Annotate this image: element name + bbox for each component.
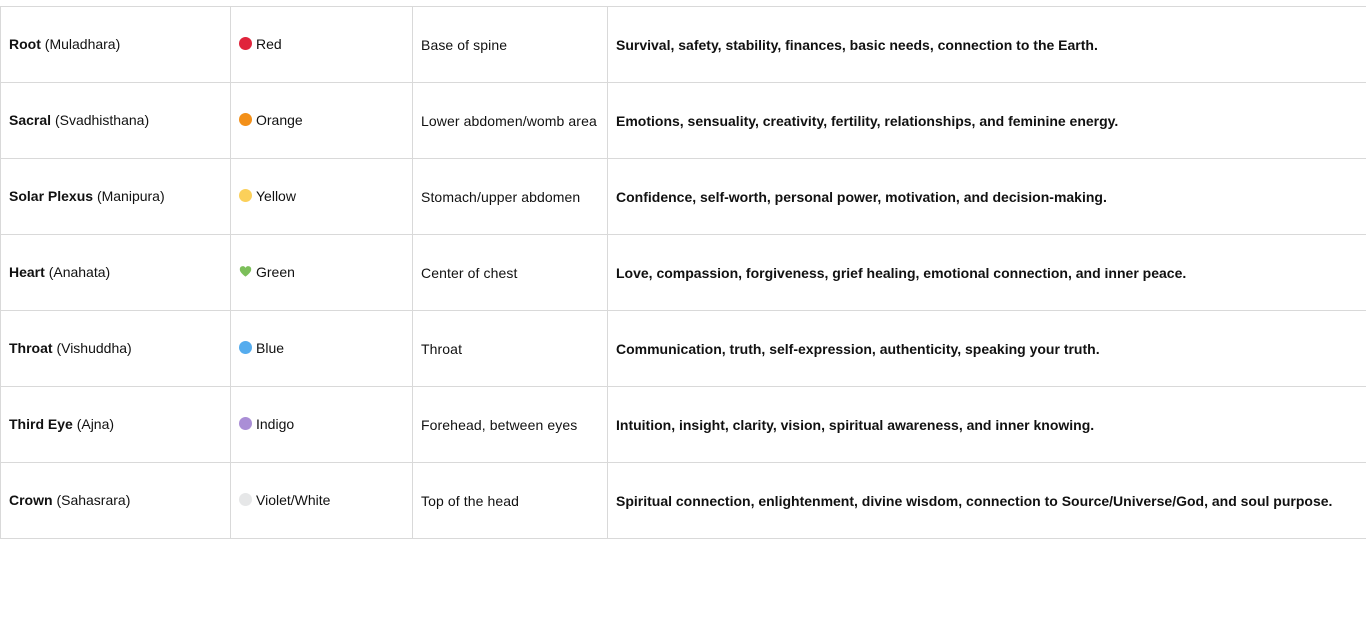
- chakra-focus-cell: [608, 235, 1366, 311]
- chakra-sanskrit-name: (Manipura): [96, 187, 165, 204]
- chakra-focus: Communication, truth, self-expression, authenticity, speaking your truth.: [616, 340, 1100, 357]
- chakra-name: Sacral: [9, 111, 52, 128]
- chakra-color-cell: [231, 387, 413, 463]
- chakra-location: Stomach/upper abdomen: [421, 188, 581, 205]
- chakra-sanskrit-name: (Muladhara): [44, 35, 121, 52]
- chakra-name-cell: [1, 83, 231, 159]
- chakra-location-cell: [413, 311, 608, 387]
- chakra-sanskrit-name: (Vishuddha): [56, 339, 132, 356]
- table-row: [1, 7, 1366, 83]
- chakra-location: Top of the head: [421, 492, 520, 509]
- chakra-color-cell: [231, 7, 413, 83]
- chakra-sanskrit-name: (Anahata): [48, 263, 111, 280]
- chakra-name-cell: [1, 387, 231, 463]
- chakra-location-cell: [413, 235, 608, 311]
- chakra-focus-cell: [608, 7, 1366, 83]
- yellow-circle-icon: [239, 189, 252, 202]
- chakra-focus-cell: [608, 387, 1366, 463]
- chakra-location: Throat: [421, 340, 463, 357]
- chakra-location-cell: [413, 7, 608, 83]
- chakra-focus: Love, compassion, forgiveness, grief healing, emotional connection, and inner peace.: [616, 264, 1187, 281]
- table-row: [1, 311, 1366, 387]
- chakra-color-label: Orange: [256, 111, 303, 128]
- chakra-location: Forehead, between eyes: [421, 416, 578, 433]
- chakra-location: Center of chest: [421, 264, 518, 281]
- chakra-table-body: [1, 7, 1366, 539]
- chakra-location-cell: [413, 387, 608, 463]
- chakra-name-cell: [1, 7, 231, 83]
- chakra-location-cell: [413, 83, 608, 159]
- chakra-color-label: Yellow: [256, 187, 296, 204]
- chakra-color-label: Violet/White: [256, 491, 331, 508]
- chakra-sanskrit-name: (Svadhisthana): [54, 111, 150, 128]
- chakra-location-cell: [413, 463, 608, 539]
- blue-circle-icon: [239, 341, 252, 354]
- chakra-name-cell: [1, 159, 231, 235]
- chakra-color-cell: [231, 463, 413, 539]
- chakra-name: Solar Plexus: [9, 187, 94, 204]
- chakra-location-cell: [413, 159, 608, 235]
- chakra-focus: Confidence, self-worth, personal power, motivation, and decision-making.: [616, 188, 1107, 205]
- white-circle-icon: [239, 493, 252, 506]
- chakra-color-label: Blue: [256, 339, 285, 356]
- chakra-name: Throat: [9, 339, 53, 356]
- table-row: [1, 235, 1366, 311]
- chakra-location: Base of spine: [421, 36, 508, 53]
- chakra-location: Lower abdomen/womb area: [421, 112, 597, 129]
- chakra-name-cell: [1, 311, 231, 387]
- green-heart-icon: [239, 265, 256, 278]
- chakra-sanskrit-name: (Sahasrara): [56, 491, 131, 508]
- table-row: [1, 159, 1366, 235]
- chakra-focus-cell: [608, 83, 1366, 159]
- orange-circle-icon: [239, 113, 252, 126]
- chakra-name: Heart: [9, 263, 45, 280]
- chakra-focus-cell: [608, 463, 1366, 539]
- chakra-focus: Intuition, insight, clarity, vision, spiritual awareness, and inner knowing.: [616, 416, 1095, 433]
- table-row: [1, 387, 1366, 463]
- chakra-table: [0, 6, 1366, 539]
- chakra-focus-cell: [608, 311, 1366, 387]
- chakra-focus-cell: [608, 159, 1366, 235]
- chakra-color-label: Red: [256, 35, 282, 52]
- red-circle-icon: [239, 37, 252, 50]
- chakra-focus: Survival, safety, stability, finances, basic needs, connection to the Earth.: [616, 36, 1098, 53]
- chakra-name-cell: [1, 463, 231, 539]
- chakra-color-label: Green: [256, 263, 295, 280]
- chakra-color-cell: [231, 159, 413, 235]
- chakra-sanskrit-name: (Ajna): [76, 415, 115, 432]
- chakra-focus: Emotions, sensuality, creativity, fertility, relationships, and feminine energy.: [616, 112, 1119, 129]
- purple-circle-icon: [239, 417, 252, 430]
- chakra-color-label: Indigo: [256, 415, 295, 432]
- chakra-name-cell: [1, 235, 231, 311]
- chakra-name: Third Eye: [9, 415, 73, 432]
- chakra-name: Crown: [9, 491, 53, 508]
- chakra-name: Root: [9, 35, 41, 52]
- table-row: [1, 83, 1366, 159]
- chakra-color-cell: [231, 83, 413, 159]
- chakra-color-cell: [231, 235, 413, 311]
- chakra-color-cell: [231, 311, 413, 387]
- chakra-focus: Spiritual connection, enlightenment, divine wisdom, connection to Source/Universe/God, and soul purpose.: [616, 492, 1333, 509]
- table-row: [1, 463, 1366, 539]
